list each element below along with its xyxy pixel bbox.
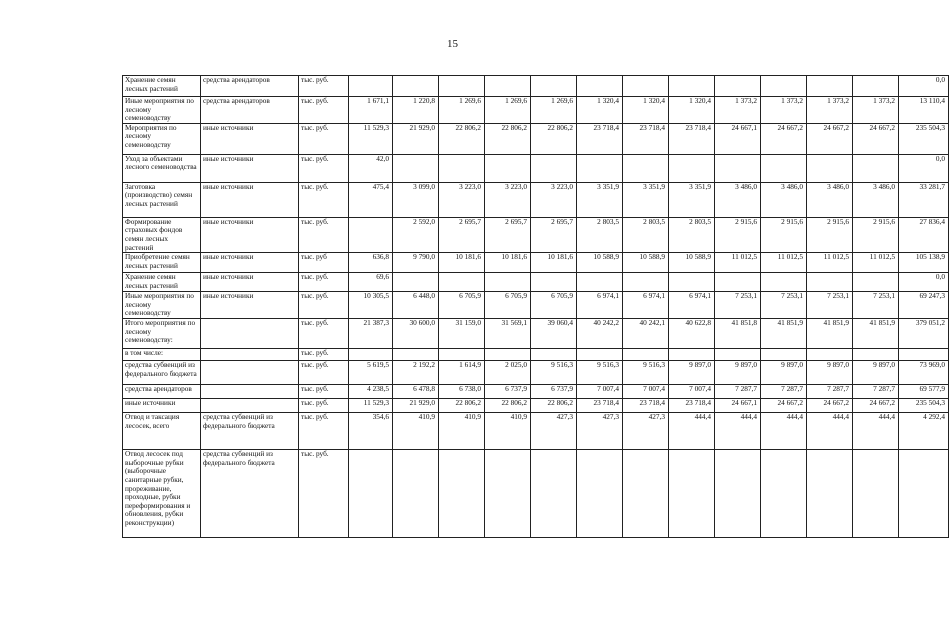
funding-source-cell: средства арендаторов (201, 76, 299, 97)
value-cell: 2 915,6 (715, 217, 761, 252)
value-cell: 6 737,9 (531, 385, 577, 399)
value-cell: 23 718,4 (577, 123, 623, 154)
value-cell: 1 269,6 (531, 97, 577, 124)
value-cell: 3 223,0 (439, 182, 485, 217)
value-cell: 27 836,4 (899, 217, 949, 252)
value-cell (807, 76, 853, 97)
value-cell: 410,9 (439, 413, 485, 450)
value-cell: 40 242,1 (623, 319, 669, 349)
value-cell: 1 373,2 (853, 97, 899, 124)
value-cell: 7 253,1 (853, 292, 899, 319)
value-cell (485, 273, 531, 292)
row-name-cell: Хранение семян лесных растений (123, 76, 201, 97)
value-cell: 9 516,3 (531, 361, 577, 385)
value-cell: 41 851,9 (807, 319, 853, 349)
value-cell: 7 253,1 (761, 292, 807, 319)
value-cell: 444,4 (853, 413, 899, 450)
unit-cell: тыс. руб. (299, 413, 349, 450)
funding-source-cell: средства субвенций из федерального бюджета (201, 450, 299, 538)
value-cell (577, 76, 623, 97)
value-cell: 21 929,0 (393, 399, 439, 413)
value-cell (531, 450, 577, 538)
value-cell: 40 242,2 (577, 319, 623, 349)
value-cell: 7 253,1 (807, 292, 853, 319)
value-cell: 7 253,1 (715, 292, 761, 319)
value-cell (485, 154, 531, 182)
value-cell: 2 915,6 (761, 217, 807, 252)
value-cell: 6 974,1 (577, 292, 623, 319)
value-cell (761, 154, 807, 182)
value-cell (761, 349, 807, 361)
value-cell (349, 217, 393, 252)
value-cell: 40 622,8 (669, 319, 715, 349)
value-cell (807, 349, 853, 361)
value-cell: 6 974,1 (669, 292, 715, 319)
table-row (123, 399, 949, 413)
funding-source-cell: средства субвенций из федерального бюджета (201, 413, 299, 450)
unit-cell: тыс. руб. (299, 123, 349, 154)
value-cell: 13 110,4 (899, 97, 949, 124)
value-cell (531, 76, 577, 97)
value-cell (669, 154, 715, 182)
value-cell (899, 349, 949, 361)
value-cell: 23 718,4 (669, 399, 715, 413)
value-cell: 2 915,6 (807, 217, 853, 252)
value-cell: 9 897,0 (715, 361, 761, 385)
value-cell: 427,3 (577, 413, 623, 450)
value-cell (715, 273, 761, 292)
funding-source-cell (201, 399, 299, 413)
row-name-cell: Уход за объектами лесного семеноводства (123, 154, 201, 182)
value-cell: 41 851,9 (853, 319, 899, 349)
value-cell (623, 76, 669, 97)
table-row (123, 319, 949, 349)
value-cell (853, 349, 899, 361)
value-cell (669, 273, 715, 292)
row-name-cell: Отвод и таксация лесосек, всего (123, 413, 201, 450)
value-cell: 4 238,5 (349, 385, 393, 399)
value-cell: 69 247,3 (899, 292, 949, 319)
value-cell: 0,0 (899, 273, 949, 292)
unit-cell: тыс. руб. (299, 76, 349, 97)
value-cell: 24 667,2 (853, 399, 899, 413)
table-row (123, 76, 949, 97)
value-cell: 1 614,9 (439, 361, 485, 385)
value-cell: 10 305,5 (349, 292, 393, 319)
value-cell: 73 969,0 (899, 361, 949, 385)
value-cell: 3 351,9 (623, 182, 669, 217)
value-cell (853, 450, 899, 538)
value-cell: 235 504,3 (899, 399, 949, 413)
value-cell: 11 012,5 (761, 253, 807, 273)
value-cell (393, 450, 439, 538)
value-cell: 7 007,4 (577, 385, 623, 399)
value-cell: 11 012,5 (807, 253, 853, 273)
table-row (123, 450, 949, 538)
value-cell: 1 320,4 (577, 97, 623, 124)
value-cell: 24 667,1 (715, 399, 761, 413)
funding-source-cell: иные источники (201, 292, 299, 319)
value-cell (577, 349, 623, 361)
funding-source-cell: иные источники (201, 123, 299, 154)
value-cell: 0,0 (899, 154, 949, 182)
value-cell (715, 349, 761, 361)
value-cell: 1 269,6 (485, 97, 531, 124)
row-name-cell: иные источники (123, 399, 201, 413)
value-cell: 410,9 (485, 413, 531, 450)
value-cell: 9 516,3 (623, 361, 669, 385)
unit-cell: тыс. руб. (299, 292, 349, 319)
value-cell: 4 292,4 (899, 413, 949, 450)
value-cell (623, 349, 669, 361)
value-cell: 31 159,0 (439, 319, 485, 349)
value-cell (853, 76, 899, 97)
value-cell (531, 273, 577, 292)
value-cell (349, 450, 393, 538)
page-number: 15 (447, 38, 458, 50)
table-row (123, 97, 949, 124)
value-cell (577, 450, 623, 538)
value-cell: 636,8 (349, 253, 393, 273)
value-cell (485, 76, 531, 97)
value-cell: 6 705,9 (485, 292, 531, 319)
unit-cell: тыс. руб (299, 253, 349, 273)
value-cell: 41 851,9 (761, 319, 807, 349)
funding-source-cell (201, 385, 299, 399)
value-cell: 3 351,9 (669, 182, 715, 217)
value-cell (761, 450, 807, 538)
value-cell: 69 577,9 (899, 385, 949, 399)
value-cell: 2 803,5 (623, 217, 669, 252)
value-cell: 2 915,6 (853, 217, 899, 252)
value-cell (439, 273, 485, 292)
value-cell: 10 181,6 (485, 253, 531, 273)
value-cell: 3 486,0 (715, 182, 761, 217)
value-cell: 9 516,3 (577, 361, 623, 385)
value-cell: 10 588,9 (669, 253, 715, 273)
value-cell: 410,9 (393, 413, 439, 450)
value-cell (715, 450, 761, 538)
value-cell: 3 223,0 (485, 182, 531, 217)
funding-source-cell: средства арендаторов (201, 97, 299, 124)
table-row (123, 182, 949, 217)
funding-source-cell (201, 349, 299, 361)
value-cell (715, 76, 761, 97)
value-cell (393, 76, 439, 97)
unit-cell: тыс. руб. (299, 217, 349, 252)
unit-cell: тыс. руб. (299, 399, 349, 413)
value-cell (715, 154, 761, 182)
value-cell: 2 695,7 (439, 217, 485, 252)
row-name-cell: Формирование страховых фондов семян лесных растений (123, 217, 201, 252)
value-cell: 31 569,1 (485, 319, 531, 349)
value-cell (531, 154, 577, 182)
value-cell: 1 269,6 (439, 97, 485, 124)
row-name-cell: Итого мероприятия по лесному семеноводству: (123, 319, 201, 349)
value-cell: 2 803,5 (669, 217, 715, 252)
value-cell: 7 287,7 (715, 385, 761, 399)
value-cell (853, 273, 899, 292)
unit-cell: тыс. руб. (299, 154, 349, 182)
value-cell: 21 929,0 (393, 123, 439, 154)
value-cell: 5 619,5 (349, 361, 393, 385)
value-cell: 3 486,0 (761, 182, 807, 217)
value-cell: 23 718,4 (623, 123, 669, 154)
value-cell (669, 76, 715, 97)
value-cell: 30 600,0 (393, 319, 439, 349)
table-row (123, 217, 949, 252)
value-cell: 2 025,0 (485, 361, 531, 385)
funding-source-cell: иные источники (201, 273, 299, 292)
value-cell (669, 450, 715, 538)
table-row (123, 273, 949, 292)
value-cell: 9 897,0 (761, 361, 807, 385)
value-cell: 3 223,0 (531, 182, 577, 217)
value-cell: 24 667,1 (715, 123, 761, 154)
value-cell (577, 154, 623, 182)
row-name-cell: в том числе: (123, 349, 201, 361)
value-cell (807, 450, 853, 538)
value-cell (349, 76, 393, 97)
value-cell: 3 486,0 (853, 182, 899, 217)
value-cell: 444,4 (807, 413, 853, 450)
unit-cell: тыс. руб. (299, 182, 349, 217)
value-cell: 11 529,3 (349, 123, 393, 154)
row-name-cell: Иные мероприятия по лесному семеноводству (123, 292, 201, 319)
value-cell: 42,0 (349, 154, 393, 182)
value-cell: 1 220,8 (393, 97, 439, 124)
value-cell: 10 588,9 (577, 253, 623, 273)
value-cell (439, 349, 485, 361)
value-cell: 23 718,4 (623, 399, 669, 413)
value-cell: 22 806,2 (439, 123, 485, 154)
value-cell: 22 806,2 (439, 399, 485, 413)
value-cell: 41 851,8 (715, 319, 761, 349)
value-cell: 2 192,2 (393, 361, 439, 385)
table-row (123, 154, 949, 182)
funding-source-cell: иные источники (201, 217, 299, 252)
funding-source-cell: иные источники (201, 182, 299, 217)
value-cell: 21 387,3 (349, 319, 393, 349)
value-cell: 10 181,6 (439, 253, 485, 273)
value-cell (853, 154, 899, 182)
row-name-cell: Приобретение семян лесных растений (123, 253, 201, 273)
value-cell: 444,4 (761, 413, 807, 450)
row-name-cell: Отвод лесосек под выборочные рубки (выборочные санитарные рубки, прореживание, проходные, рубки переформирования и обновления, рубки реконструкции) (123, 450, 201, 538)
value-cell: 444,4 (715, 413, 761, 450)
value-cell: 105 138,9 (899, 253, 949, 273)
value-cell: 6 738,0 (439, 385, 485, 399)
value-cell (761, 273, 807, 292)
value-cell: 475,4 (349, 182, 393, 217)
value-cell: 2 695,7 (485, 217, 531, 252)
value-cell: 6 705,9 (439, 292, 485, 319)
value-cell (439, 154, 485, 182)
table-row (123, 385, 949, 399)
value-cell: 3 486,0 (807, 182, 853, 217)
value-cell: 9 790,0 (393, 253, 439, 273)
value-cell: 3 099,0 (393, 182, 439, 217)
value-cell: 24 667,2 (807, 399, 853, 413)
value-cell (623, 273, 669, 292)
value-cell: 9 897,0 (807, 361, 853, 385)
funding-source-cell: иные источники (201, 253, 299, 273)
value-cell: 1 373,2 (807, 97, 853, 124)
value-cell: 7 007,4 (669, 385, 715, 399)
value-cell: 444,4 (669, 413, 715, 450)
unit-cell: тыс. руб. (299, 349, 349, 361)
row-name-cell: средства арендаторов (123, 385, 201, 399)
table-row (123, 253, 949, 273)
value-cell: 24 667,2 (761, 123, 807, 154)
table-row (123, 123, 949, 154)
unit-cell: тыс. руб. (299, 385, 349, 399)
row-name-cell: Заготовка (производство) семян лесных растений (123, 182, 201, 217)
value-cell (439, 450, 485, 538)
value-cell (669, 349, 715, 361)
unit-cell: тыс. руб. (299, 361, 349, 385)
value-cell: 22 806,2 (485, 123, 531, 154)
value-cell (807, 154, 853, 182)
table-row (123, 361, 949, 385)
value-cell (349, 349, 393, 361)
value-cell: 6 478,8 (393, 385, 439, 399)
value-cell: 39 060,4 (531, 319, 577, 349)
value-cell (623, 450, 669, 538)
value-cell: 2 592,0 (393, 217, 439, 252)
value-cell: 11 012,5 (715, 253, 761, 273)
value-cell: 1 373,2 (761, 97, 807, 124)
value-cell: 6 448,0 (393, 292, 439, 319)
value-cell (485, 450, 531, 538)
value-cell (761, 76, 807, 97)
value-cell: 6 705,9 (531, 292, 577, 319)
unit-cell: тыс. руб. (299, 450, 349, 538)
value-cell (439, 76, 485, 97)
funding-source-cell: иные источники (201, 154, 299, 182)
value-cell (623, 154, 669, 182)
value-cell: 7 007,4 (623, 385, 669, 399)
value-cell: 22 806,2 (531, 399, 577, 413)
table-body (123, 76, 949, 538)
value-cell: 1 320,4 (623, 97, 669, 124)
value-cell (393, 154, 439, 182)
value-cell: 1 320,4 (669, 97, 715, 124)
table-row (123, 292, 949, 319)
value-cell: 427,3 (623, 413, 669, 450)
value-cell: 33 281,7 (899, 182, 949, 217)
value-cell: 235 504,3 (899, 123, 949, 154)
value-cell: 24 667,2 (761, 399, 807, 413)
value-cell (393, 273, 439, 292)
value-cell: 9 897,0 (853, 361, 899, 385)
value-cell: 379 051,2 (899, 319, 949, 349)
value-cell (577, 273, 623, 292)
value-cell: 2 803,5 (577, 217, 623, 252)
funding-source-cell (201, 361, 299, 385)
value-cell: 24 667,2 (853, 123, 899, 154)
value-cell: 7 287,7 (853, 385, 899, 399)
value-cell (531, 349, 577, 361)
unit-cell: тыс. руб. (299, 319, 349, 349)
value-cell: 10 181,6 (531, 253, 577, 273)
row-name-cell: Хранение семян лесных растений (123, 273, 201, 292)
value-cell (807, 273, 853, 292)
value-cell: 22 806,2 (485, 399, 531, 413)
unit-cell: тыс. руб. (299, 97, 349, 124)
value-cell: 2 695,7 (531, 217, 577, 252)
table-row (123, 413, 949, 450)
row-name-cell: средства субвенций из федерального бюджета (123, 361, 201, 385)
value-cell: 6 737,9 (485, 385, 531, 399)
value-cell: 24 667,2 (807, 123, 853, 154)
value-cell (899, 450, 949, 538)
value-cell: 7 287,7 (807, 385, 853, 399)
value-cell (393, 349, 439, 361)
row-name-cell: Мероприятия по лесному семеноводству (123, 123, 201, 154)
value-cell: 6 974,1 (623, 292, 669, 319)
row-name-cell: Иные мероприятия по лесному семеноводству (123, 97, 201, 124)
funding-source-cell (201, 319, 299, 349)
unit-cell: тыс. руб. (299, 273, 349, 292)
data-table (122, 75, 949, 538)
value-cell: 23 718,4 (577, 399, 623, 413)
value-cell (485, 349, 531, 361)
value-cell: 69,6 (349, 273, 393, 292)
value-cell: 10 588,9 (623, 253, 669, 273)
value-cell: 22 806,2 (531, 123, 577, 154)
value-cell: 11 529,3 (349, 399, 393, 413)
value-cell: 23 718,4 (669, 123, 715, 154)
value-cell: 9 897,0 (669, 361, 715, 385)
value-cell: 11 012,5 (853, 253, 899, 273)
value-cell: 427,3 (531, 413, 577, 450)
table-row (123, 349, 949, 361)
value-cell: 1 373,2 (715, 97, 761, 124)
value-cell: 1 671,1 (349, 97, 393, 124)
value-cell: 3 351,9 (577, 182, 623, 217)
value-cell: 7 287,7 (761, 385, 807, 399)
value-cell: 354,6 (349, 413, 393, 450)
value-cell: 0,0 (899, 76, 949, 97)
